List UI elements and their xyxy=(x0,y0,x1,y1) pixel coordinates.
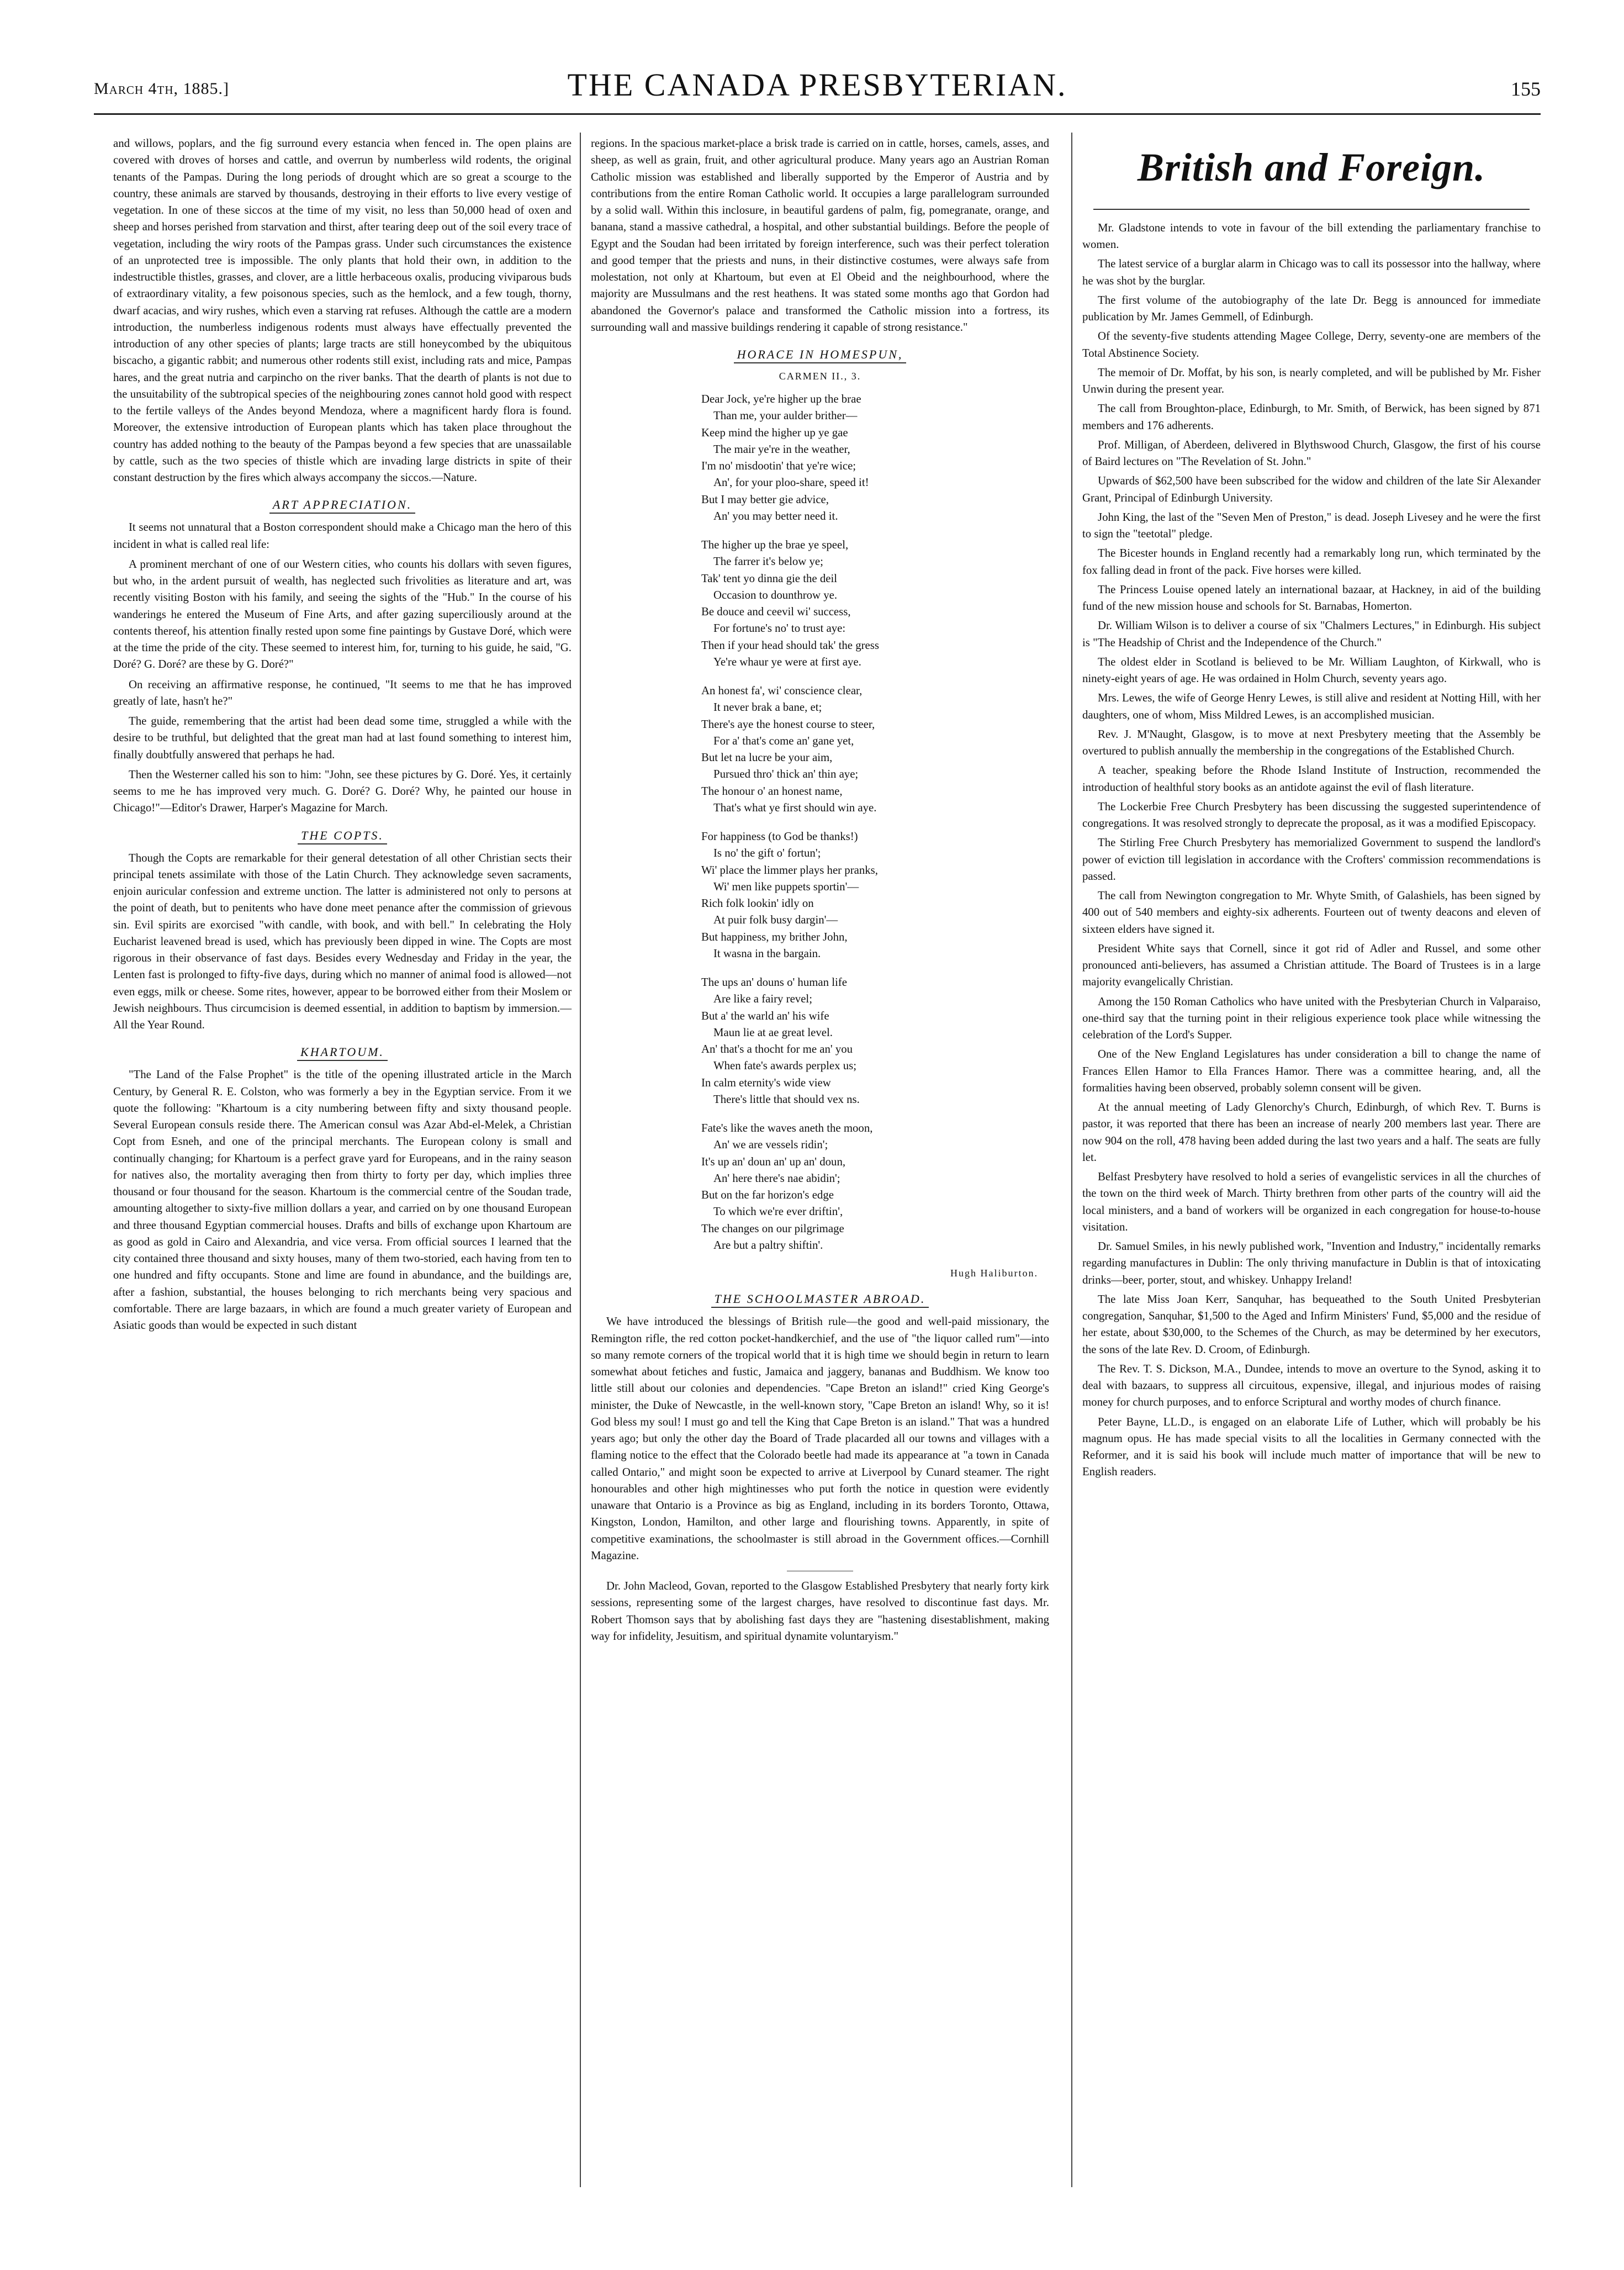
article-paragraph: Then the Westerner called his son to him: "John, see these pictures by G. Doré. Yes, it certainly seems to me he has improved very much. G. Doré? G. Doré? Why, he painted our house in Chicago!"—Editor's Drawer, Harper's Magazine for March. xyxy=(113,768,572,815)
poem-line: But let na lucre be your aim, xyxy=(701,751,833,764)
column-2 xyxy=(591,135,1049,1648)
news-item: Mrs. Lewes, the wife of George Henry Lewes, is still alive and resident at Notting Hill, with her daughters, one of whom, Miss Mildred Lewes, is an accomplished musician. xyxy=(1082,691,1541,721)
news-item: The call from Newington congregation to Mr. Whyte Smith, of Galashiels, has been signed by 400 out of 540 members and eighty-six adherents. Fourteen out of twenty deacons and eleven of sixteen elders have signed it. xyxy=(1082,889,1541,936)
article-paragraph: A prominent merchant of one of our Western cities, who counts his dollars with seven figures, but who, in the ardent pursuit of wealth, has neglected such frivolities as literature and art, was recently visiting Boston with his family, and seeing the sights of the "Hub." In the course of his wanderings he entered the Museum of Fine Arts, and after gazing superciliously around at the contents thereof, his attention finally rested upon some fine paintings by Gustave Doré, which were at the time the pride of the city. These seemed to interest him, for, turning to his guide, he said, "G. Doré? G. Doré? are these by G. Doré?" xyxy=(113,557,572,671)
news-item: The latest service of a burglar alarm in Chicago was to call its possessor into the hallway, where he was shot by the burglar. xyxy=(1082,257,1541,287)
header-rule xyxy=(94,113,1541,115)
poem-line: An', for your ploo-share, speed it! xyxy=(713,476,869,489)
poem-line: An' we are vessels ridin'; xyxy=(713,1138,828,1152)
poem-line: Rich folk lookin' idly on xyxy=(701,897,814,910)
section-heading xyxy=(113,827,572,844)
poem-stanza xyxy=(701,1120,1049,1254)
article-paragraph: It seems not unnatural that a Boston correspondent should make a Chicago man the hero of this incident in what is called real life: xyxy=(113,521,572,551)
poem-line: Pursued thro' thick an' thin aye; xyxy=(713,768,859,781)
column-3 xyxy=(1082,135,1541,1484)
section-title: THE COPTS. xyxy=(298,828,387,844)
poem-line: Be douce and ceevil wi' success, xyxy=(701,605,851,619)
article-paragraph: On receiving an affirmative response, he continued, "It seems to me that he has improved greatly of late, hasn't he?" xyxy=(113,678,572,708)
article-paragraph: regions. In the spacious market-place a brisk trade is carried on in cattle, horses, camels, asses, and sheep, as well as grain, fruit, and other agricultural produce. Many years ago an Austrian Roman Catholic mission was established and liberally supported by the Emperor of Austria and by contributions from the entire Roman Catholic world. It occupies a large parallelogram surrounded by a solid wall. Within this inclosure, in beautiful gardens of palm, fig, pomegranate, orange, and banana, stand a massive cathedral, a hospital, and other substantial buildings. Before the people of Egypt and the Soudan had been irritated by foreign interference, such was their perfect toleration and good temper that the priests and nuns, in their distinctive costumes, were always safe from molestation, not only at Khartoum, but even at El Obeid and the neighbourhood, where the majority are Mussulmans and the rest heathens. It was stated some months ago that Gordon had abandoned the Governor's palace and transformed the Catholic mission into a fortress, its surrounding wall and massive buildings rendering it capable of strong resistance." xyxy=(591,137,1049,334)
poem-line: Is no' the gift o' fortun'; xyxy=(713,847,821,860)
poem-line: At puir folk busy dargin'— xyxy=(713,914,838,927)
poem-line: But on the far horizon's edge xyxy=(701,1189,834,1202)
poem-line: But happiness, my brither John, xyxy=(701,930,848,943)
section-heading xyxy=(591,1290,1049,1308)
news-item: Dr. William Wilson is to deliver a course of six "Chalmers Lectures," in Edinburgh. His subject is "The Headship of Christ and the Independence of the Church." xyxy=(1082,619,1541,649)
news-item: At the annual meeting of Lady Glenorchy's Church, Edinburgh, of which Rev. T. Burns is pastor, it was reported that there has been an increase of nearly 200 members last year. There are now 904 on the roll, 478 having been added during the last two years and a half. The seats are fully let. xyxy=(1082,1101,1541,1164)
poem-line: The mair ye're in the weather, xyxy=(713,442,850,456)
poem-line: Then if your head should tak' the gress xyxy=(701,638,879,652)
section-heading xyxy=(113,496,572,514)
news-item: The oldest elder in Scotland is believed to be Mr. William Laughton, of Kirkwall, who is ninety-eight years of age. He was ordained in Holm Church, seventy years ago. xyxy=(1082,655,1541,685)
poem-line: To which we're ever driftin', xyxy=(713,1205,843,1218)
poem-line: The ups an' douns o' human life xyxy=(701,976,847,989)
poem-signature: Hugh Haliburton. xyxy=(950,1268,1038,1279)
page-number: 155 xyxy=(1511,78,1541,100)
poem-line: I'm no' misdootin' that ye're wice; xyxy=(701,460,856,473)
news-item: The Princess Louise opened lately an international bazaar, at Hackney, in aid of the building fund of the new mission house and schools for St. Barnabas, Homerton. xyxy=(1082,583,1541,613)
news-item: Among the 150 Roman Catholics who have united with the Presbyterian Church in Valparaiso, one-third say that the turning point in their religious experience took place while witnessing the celebration of the Lord's Supper. xyxy=(1082,995,1541,1041)
british-foreign-title: British and Foreign. xyxy=(1137,145,1486,189)
poem-line: Dear Jock, ye're higher up the brae xyxy=(701,393,861,406)
poem-line: Fate's like the waves aneth the moon, xyxy=(701,1122,873,1135)
news-item: Mr. Gladstone intends to vote in favour of the bill extending the parliamentary franchise to women. xyxy=(1082,221,1541,251)
poem-line: That's what ye first should win aye. xyxy=(713,801,877,814)
news-item: The Rev. T. S. Dickson, M.A., Dundee, intends to move an overture to the Synod, asking it to deal with bazaars, to suppress all circuitous, expensive, illegal, and injurious modes of raising money for church purposes, and to enforce Scriptural and worthy modes of church finance. xyxy=(1082,1362,1541,1409)
section-title: ART APPRECIATION. xyxy=(269,498,415,514)
poem-line: But I may better gie advice, xyxy=(701,493,829,506)
poem xyxy=(701,391,1049,1254)
column-divider xyxy=(1071,133,1072,2187)
poem-line: For happiness (to God be thanks!) xyxy=(701,830,858,843)
news-item: One of the New England Legislatures has under consideration a bill to change the name of Frances Ellen Hamor to Ella Frances Hamor. There was a committee hearing, and, all the formalities having been observed, probably solemn consent will be given. xyxy=(1082,1048,1541,1094)
page-header xyxy=(94,65,1541,109)
poem-stanza xyxy=(701,828,1049,962)
issue-date: March 4th, 1885.] xyxy=(94,80,230,98)
article-paragraph: Dr. John Macleod, Govan, reported to the Glasgow Established Presbytery that nearly forty kirk sessions, representing some of the largest charges, have resolved to discontinue fast days. Mr. Robert Thomson says that by abolishing fast days they are "hastening disestablishment, making way for infidelity, Jesuitism, and spiritual dynamite voluntaryism." xyxy=(591,1580,1049,1643)
poem-line: Wi' men like puppets sportin'— xyxy=(713,880,859,893)
news-item: The Stirling Free Church Presbytery has memorialized Government to suspend the landlord's power of eviction till legislation in accordance with the Crofters' commission recommendations is passed. xyxy=(1082,836,1541,883)
news-item: The call from Broughton-place, Edinburgh, to Mr. Smith, of Berwick, has been signed by 871 members and 176 adherents. xyxy=(1082,402,1541,432)
poem-line: Are but a paltry shiftin'. xyxy=(713,1238,823,1252)
news-item: The memoir of Dr. Moffat, by his son, is nearly completed, and will be published by Mr. Fisher Unwin during the present year. xyxy=(1082,366,1541,395)
poem-line: Tak' tent yo dinna gie the deil xyxy=(701,572,838,585)
masthead-title: THE CANADA PRESBYTERIAN. xyxy=(567,67,1067,103)
poem-stanza xyxy=(701,391,1049,525)
poem-line: The honour o' an honest name, xyxy=(701,784,843,798)
article-paragraph: The guide, remembering that the artist had been dead some time, struggled a while with the desire to be truthful, but delighted that the great man had at last found something to interest him, finally doubtfully answered that perhaps he had. xyxy=(113,715,572,761)
news-item: Of the seventy-five students attending Magee College, Derry, seventy-one are members of the Total Abstinence Society. xyxy=(1082,330,1541,360)
poem-line: Than me, your aulder brither— xyxy=(713,409,858,423)
poem-line: Keep mind the higher up ye gae xyxy=(701,426,848,439)
poem-line: But a' the warld an' his wife xyxy=(701,1009,829,1022)
news-item: Rev. J. M'Naught, Glasgow, is to move at next Presbytery meeting that the Assembly be overtured to publish annually the membership in the congregations of the Established Church. xyxy=(1082,727,1541,757)
poem-stanza xyxy=(701,683,1049,816)
poem-line: It's up an' doun an' up an' doun, xyxy=(701,1155,846,1168)
poem-line: The farrer it's below ye; xyxy=(713,555,823,568)
news-item: President White says that Cornell, since it got rid of Adler and Russel, and some other pronounced anti-believers, has assumed a Christian attitude. The Board of Trustees is in a large majority evangelically Christian. xyxy=(1082,942,1541,989)
article-paragraph: "The Land of the False Prophet" is the title of the opening illustrated article in the March Century, by General R. E. Colston, who was formerly a bey in the Egyptian service. From it we quote the following: "Khartoum is a city numbering between fifty and sixty thousand people. Several European consuls reside there. The American consul was Azar Abd-el-Melek, a Christian Copt from Esneh, and one of the principal merchants. The European colony is small and continually changing; for Khartoum is a perfect grave yard for Europeans, and in the rainy season for natives also, the mortality averaging then from thirty to forty per day, which implies three thousand or four thousand for the season. Khartoum is the commercial centre of the Soudan trade, amounting altogether to sixty-five million dollars a year, and carried on by one thousand European and three thousand Egyptian commercial houses. Drafts and bills of exchange upon Khartoum are as good as gold in Cairo and Alexandria, and vice versa. From official sources I learned that the city contained three thousand and sixty houses, many of them two-storied, each having from ten to one hundred and fifty occupants. Stone and lime are found in abundance, and the buildings are, after a fashion, substantial, the houses belonging to rich merchants being very spacious and comfortable. There are large bazaars, in which are found a much greater variety of European and Asiatic goods than would be expected in such distant xyxy=(113,1068,572,1332)
poem-line: An' here there's nae abidin'; xyxy=(713,1171,840,1185)
poem-line: For fortune's no' to trust aye: xyxy=(713,622,846,635)
poem-line: In calm eternity's wide view xyxy=(701,1076,831,1089)
article-paragraph: and willows, poplars, and the fig surround every estancia when fenced in. The open plains are covered with droves of horses and cattle, and overrun by numberless wild rodents, the original tenants of the Pampas. During the long periods of drought which are so great a scourge to the country, these animals are starved by thousands, destroying in their efforts to live every vestige of vegetation. In one of these siccos at the time of my visit, no less than 50,000 head of oxen and sheep and horses perished from starvation and thirst, after tearing deep out of the soil every trace of vegetation, including the wiry roots of the Pampas grass. Under such circumstances the existence of an unprotected tree is impossible. The only plants that hold their own, in addition to the indestructible thistles, grasses, and clover, are a little herbaceous oxalis, producing viviparous buds of extraordinary vitality, a few poisonous species, such as the hemlock, and a few tough, thorny, dwarf acacias, and wiry rushes, which even a starving rat refuses. Although the cattle are a modern introduction, the numberless indigenous rodents must always have effectually prevented the introduction of any other species of plants; large tracts are still honeycombed by the ubiquitous biscacho, a gigantic rabbit; and numerous other rodents still exist, including rats and mice, Pampas hares, and the great nutria and carpincho on the river banks. That the dearth of plants is not due to the unsuitability of the subtropical species of the neighbouring zones cannot hold good with respect to the fertile valleys of the Andes beyond Mendoza, where a magnificent hardy flora is found. Moreover, the extensive introduction of European plants which has taken place throughout the country has added nothing to the beauty of the Pampas beyond a few species that are unassailable by cattle, such as the two species of thistle which are invading large districts in spite of their constant destruction by the fires which always accompany the siccos.—Nature. xyxy=(113,137,572,484)
section-title: HORACE IN HOMESPUN, xyxy=(734,347,907,363)
poem-line: An' you may better need it. xyxy=(713,509,838,522)
poem-line: Wi' place the limmer plays her pranks, xyxy=(701,863,878,877)
article-paragraph: Though the Copts are remarkable for their general detestation of all other Christian sects their principal tenets assimilate with those of the Latin Church. They acknowledge seven sacraments, enjoin auricular confession and extreme unction. The latter is administered not only to persons at the point of death, but to penitents who have done meet penance after the commission of grievous sin. Evil spirits are exorcised "with candle, with book, and with bell." In celebrating the Holy Eucharist leavened bread is used, which has previously been dipped in wine. The Copts are most rigorous in their observance of fast days. Besides every Wednesday and Friday in the year, the Lenten fast is prolonged to fifty-five days, during which no manner of animal food is allowed—not even eggs, milk or cheese. Some rites, however, appear to be borrowed either from their Moslem or Jewish neighbours. Thus circumcision is deemed essential, in addition to baptism by immersion.—All the Year Round. xyxy=(113,851,572,1031)
poem-stanza xyxy=(701,974,1049,1108)
news-item: John King, the last of the "Seven Men of Preston," is dead. Joseph Livesey and he were the first to sign the "teetotal" pledge. xyxy=(1082,510,1541,540)
section-title: KHARTOUM. xyxy=(297,1045,388,1061)
poem-line: For a' that's come an' gane yet, xyxy=(713,734,854,747)
poem-line: When fate's awards perplex us; xyxy=(713,1059,856,1073)
poem-line: An honest fa', wi' conscience clear, xyxy=(701,684,863,698)
news-item: The first volume of the autobiography of the late Dr. Begg is announced for immediate publication by Mr. James Gemmell, of Edinburgh. xyxy=(1082,293,1541,323)
column-1 xyxy=(113,135,572,1337)
column-divider xyxy=(580,133,581,2187)
poem-line: There's aye the honest course to steer, xyxy=(701,717,875,731)
news-item: Upwards of $62,500 have been subscribed for the widow and children of the late Sir Alexander Grant, Principal of Edinburgh University. xyxy=(1082,474,1541,504)
poem-line: The changes on our pilgrimage xyxy=(701,1222,844,1235)
poem-line: Ye're whaur ye were at first aye. xyxy=(713,655,861,668)
news-item: Peter Bayne, LL.D., is engaged on an elaborate Life of Luther, which will probably be his magnum opus. He has made special visits to all the localities in Germany connected with the Reformer, and it is said his book will include much matter of importance that will be new to English readers. xyxy=(1082,1415,1541,1479)
poem-line: An' that's a thocht for me an' you xyxy=(701,1043,853,1056)
news-item: Dr. Samuel Smiles, in his newly published work, "Invention and Industry," incidentally remarks regarding manufactures in Dublin: The only thriving manufacture in Dublin is that of intoxicating drinks—beer, porter, stout, and whiskey. Unhappy Ireland! xyxy=(1082,1240,1541,1286)
news-item: A teacher, speaking before the Rhode Island Institute of Instruction, recommended the introduction of healthful story books as an antidote against the evil of flash literature. xyxy=(1082,764,1541,794)
poem-line: The higher up the brae ye speel, xyxy=(701,539,849,552)
poem-line: Maun lie at ae great level. xyxy=(713,1026,833,1039)
poem-line: It never brak a bane, et; xyxy=(713,701,822,714)
poem-subtitle: CARMEN II., 3. xyxy=(779,371,861,382)
section-title: THE SCHOOLMASTER ABROAD. xyxy=(711,1292,929,1308)
news-item: The Bicester hounds in England recently had a remarkably long run, which terminated by the fox falling dead in front of the pack. Five horses were killed. xyxy=(1082,547,1541,577)
news-item: The late Miss Joan Kerr, Sanquhar, has bequeathed to the South United Presbyterian congregation, Sanquhar, $1,500 to the Aged and Infirm Ministers' Fund, $5,000 and the residue of her estate, about $30,000, to the Schemes of the Church, as may be determined by her executors, the sons of the late Rev. D. Croom, of Edinburgh. xyxy=(1082,1292,1541,1356)
section-heading xyxy=(591,346,1049,363)
news-item: The Lockerbie Free Church Presbytery has been discussing the suggested superintendence of congregations. It was resolved strongly to deprecate the proposal, as it was a modified Episcopacy. xyxy=(1082,800,1541,830)
article-paragraph: We have introduced the blessings of British rule—the good and well-paid missionary, the Remington rifle, the red cotton pocket-handkerchief, and the use of "the liquor called rum"—into so many remote corners of the tropical world that it is high time we should begin in return to learn somewhat about fetiches and fustic, Jamaica and jaggery, bananas and Buddhism. We know too little still about our colonies and dependencies. "Cape Breton an island!" cried King George's minister, the Duke of Newcastle, in the well-known story, "Cape Breton an island! Why, so it is! God bless my soul! I must go and tell the King that Cape Breton is an island." That was a hundred years ago; but only the other day the Board of Trade placarded all our towns and villages with a flaming notice to the effect that the Colorado beetle had made its appearance at "a town in Canada called Ontario," and might soon be expected to arrive at Liverpool by Cunard steamer. The right honourables and other high mightinesses who put forth the notice in question were evidently unaware that Ontario is a Province as big as England, including in its borders Toronto, Ottawa, Kingston, London, Hamilton, and other large and flourishing towns. Apparently, in spite of competitive examinations, the schoolmaster is still abroad in the Government offices.—Cornhill Magazine. xyxy=(591,1315,1049,1562)
poem-line: There's little that should vex ns. xyxy=(713,1092,860,1106)
poem-stanza xyxy=(701,537,1049,671)
section-heading xyxy=(113,1043,572,1061)
poem-line: Are like a fairy revel; xyxy=(713,993,812,1006)
news-item: Belfast Presbytery have resolved to hold a series of evangelistic services in all the churches of the town on the third week of March. Thirty brethren from other parts of the country will aid the local ministers, and a band of workers will be organized in each congregation for house-to-house visitation. xyxy=(1082,1170,1541,1233)
poem-line: Occasion to dounthrow ye. xyxy=(713,588,838,601)
poem-line: It wasna in the bargain. xyxy=(713,947,821,960)
title-rule xyxy=(1093,209,1530,210)
news-item: Prof. Milligan, of Aberdeen, delivered in Blythswood Church, Glasgow, the first of his course of Baird lectures on "The Revelation of St. John." xyxy=(1082,438,1541,468)
